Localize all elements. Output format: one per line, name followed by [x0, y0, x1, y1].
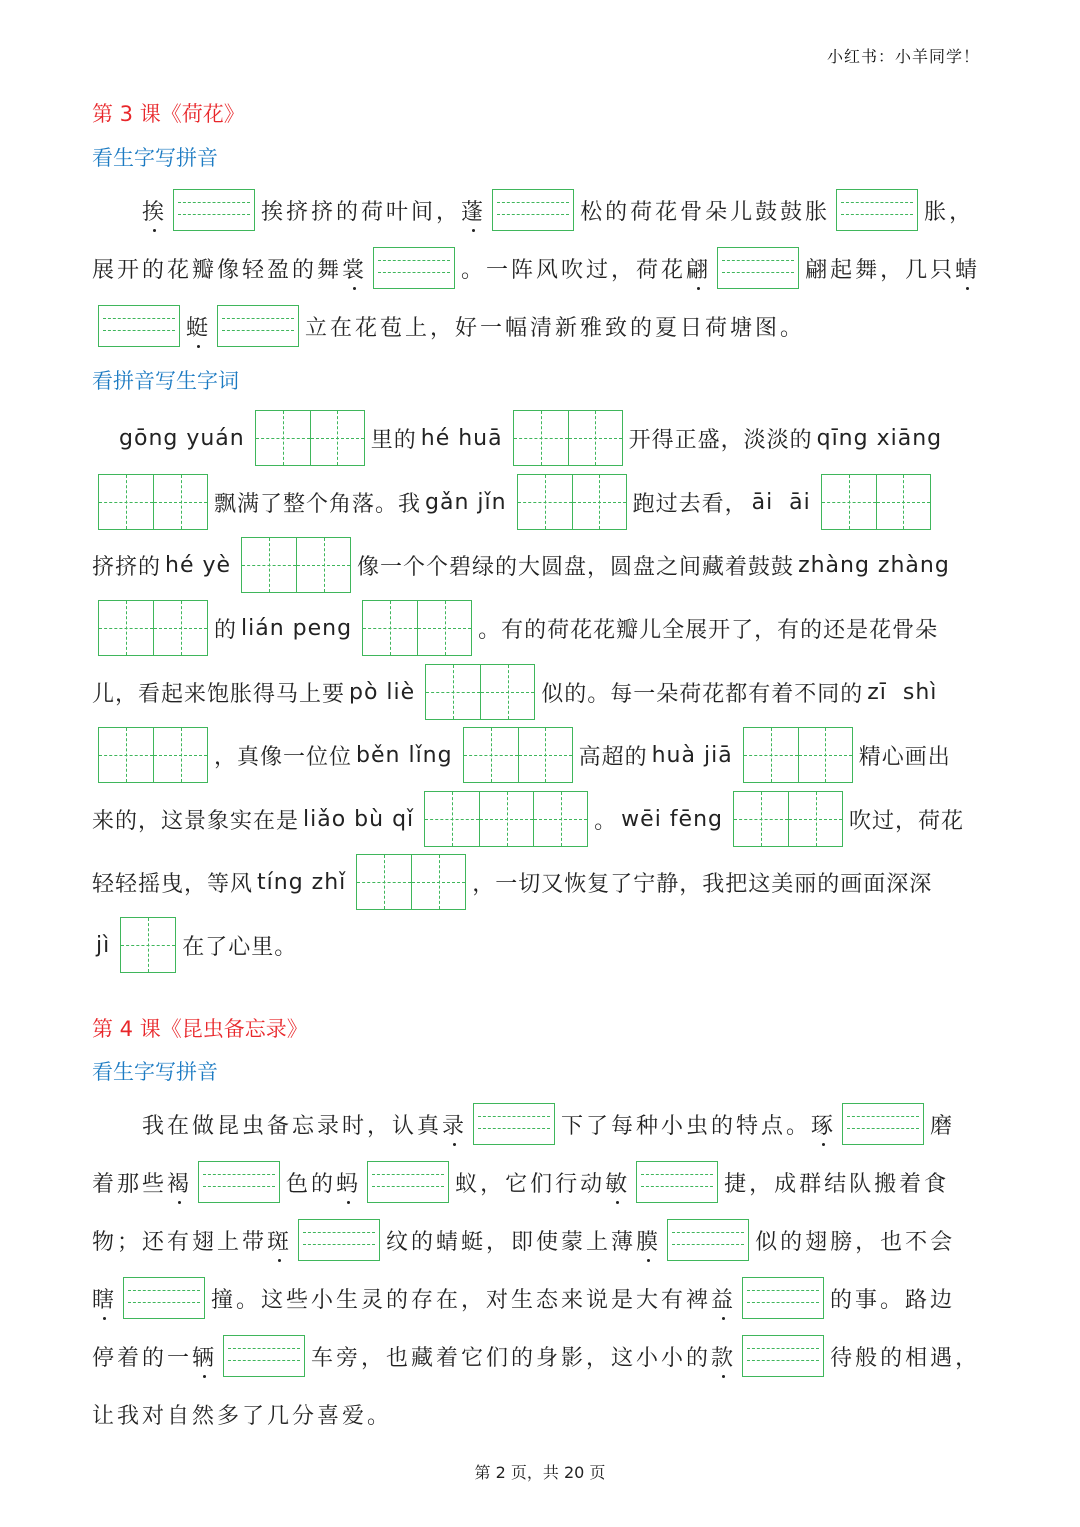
- target-character: 琢: [811, 1109, 836, 1140]
- passage-text: 里的: [370, 427, 417, 453]
- passage-text: 物；还有翅上带: [92, 1229, 268, 1255]
- pinyin-answer-box[interactable]: [367, 1161, 449, 1203]
- tianzige-cell[interactable]: [533, 792, 587, 846]
- passage-text: 下了每种小虫的特点。: [561, 1113, 812, 1139]
- tianzige-cell[interactable]: [876, 475, 930, 529]
- target-character: 益: [711, 1283, 736, 1314]
- pinyin-prompt: wēi fēng: [621, 806, 723, 832]
- passage-text: 挤挤的: [92, 554, 162, 580]
- pinyin-answer-box[interactable]: [217, 305, 299, 347]
- tianzige-cell[interactable]: [822, 475, 876, 529]
- pinyin-prompt: jì: [96, 932, 111, 958]
- pinyin-prompt: liǎo bù qǐ: [303, 806, 415, 832]
- tianzige-answer-grid[interactable]: [362, 600, 472, 656]
- pinyin-prompt: běn lǐng: [356, 742, 453, 768]
- page-footer: 第 2 页，共 20 页: [474, 1463, 606, 1482]
- tianzige-cell[interactable]: [479, 792, 533, 846]
- passage-text: 捷，成群结队搬着食: [724, 1171, 950, 1197]
- target-character: 款: [711, 1341, 736, 1372]
- tianzige-answer-grid[interactable]: [98, 474, 208, 530]
- lesson4-title: 第 4 课《昆虫备忘录》: [92, 1017, 308, 1041]
- tianzige-answer-grid[interactable]: [255, 410, 365, 466]
- tianzige-cell[interactable]: [99, 475, 153, 529]
- target-character: 蓬: [461, 195, 486, 226]
- passage-text: 飘满了整个角落。我: [214, 491, 422, 517]
- tianzige-cell[interactable]: [417, 601, 471, 655]
- l4p1-line: [92, 1268, 955, 1328]
- l3p2-line: [92, 598, 938, 658]
- passage-text: 磨: [930, 1113, 956, 1139]
- pinyin-answer-box[interactable]: [742, 1277, 824, 1319]
- pinyin-prompt: hé huā: [420, 425, 503, 451]
- l4p1-line: [92, 1210, 955, 1270]
- pinyin-answer-box[interactable]: [717, 247, 799, 289]
- tianzige-cell[interactable]: [744, 728, 798, 782]
- tianzige-answer-grid[interactable]: [356, 854, 466, 910]
- l4p1-line: [92, 1384, 392, 1444]
- l4p1-line: [92, 1152, 949, 1212]
- passage-text: 儿，看起来饱胀得马上要: [92, 681, 346, 707]
- l3p2-line: [92, 408, 946, 468]
- passage-text: 色的: [286, 1171, 337, 1197]
- tianzige-answer-grid[interactable]: [425, 664, 535, 720]
- passage-text: ，真像一位位: [214, 744, 353, 770]
- tianzige-cell[interactable]: [363, 601, 417, 655]
- tianzige-cell[interactable]: [572, 475, 626, 529]
- l3p1-line: [92, 238, 980, 298]
- l3p1-line: [92, 296, 805, 356]
- passage-text: 车旁，也藏着它们的身影，这小小的: [311, 1345, 712, 1371]
- pinyin-prompt: gōng yuán: [119, 425, 245, 451]
- tianzige-answer-grid[interactable]: [821, 474, 931, 530]
- pinyin-answer-box[interactable]: [667, 1219, 749, 1261]
- passage-text: 的事。路边: [830, 1287, 956, 1313]
- pinyin-prompt: gǎn jǐn: [425, 489, 507, 515]
- pinyin-prompt: huà jiā: [651, 742, 733, 768]
- passage-text: 蚁，它们行动: [455, 1171, 606, 1197]
- tianzige-cell[interactable]: [518, 728, 572, 782]
- passage-text: 高超的: [578, 744, 648, 770]
- pinyin-prompt: zhàng zhàng: [798, 552, 950, 578]
- passage-text: 我在做昆虫备忘录时，认真: [92, 1113, 443, 1139]
- lesson3-title: 第 3 课《荷花》: [92, 102, 245, 126]
- pinyin-answer-box[interactable]: [123, 1277, 205, 1319]
- pinyin-answer-box[interactable]: [298, 1219, 380, 1261]
- passage-text: 。一阵风吹过，荷花: [461, 257, 687, 283]
- lesson4-section-look-write-pinyin: 看生字写拼音: [92, 1060, 218, 1084]
- l4p1-line: [92, 1094, 955, 1154]
- passage-text: 纹的蜻蜓，即使蒙上薄: [386, 1229, 637, 1255]
- target-character: 录: [442, 1109, 467, 1140]
- target-character: 蜓: [186, 311, 211, 342]
- passage-text: 轻轻摇曳，等风: [92, 871, 254, 897]
- tianzige-cell[interactable]: [256, 411, 310, 465]
- l3p2-line: [92, 662, 941, 722]
- tianzige-cell[interactable]: [242, 538, 296, 592]
- l3p2-line: [92, 852, 932, 912]
- lesson3-section-pinyin-write-words: 看拼音写生字词: [92, 369, 239, 393]
- pinyin-prompt: lián peng: [241, 615, 353, 641]
- passage-text: 。: [594, 808, 618, 834]
- pinyin-answer-box[interactable]: [198, 1161, 280, 1203]
- passage-text: 吹过，荷花: [849, 808, 965, 834]
- target-character: 辆: [192, 1341, 217, 1372]
- l3p2-line: [92, 535, 954, 595]
- l3p2-line: [92, 725, 951, 785]
- passage-text: 的: [214, 617, 238, 643]
- target-character: 膜: [636, 1225, 661, 1256]
- pinyin-prompt: tíng zhǐ: [257, 869, 347, 895]
- passage-text: [92, 423, 115, 454]
- pinyin-prompt: qīng xiāng: [816, 425, 943, 451]
- passage-text: 让我对自然多了几分喜爱。: [92, 1403, 393, 1429]
- tianzige-cell[interactable]: [514, 411, 568, 465]
- tianzige-cell[interactable]: [296, 538, 350, 592]
- passage-text: 胀，: [924, 199, 975, 225]
- l3p2-line: [92, 472, 937, 532]
- target-character: 瞎: [92, 1283, 117, 1314]
- tianzige-answer-grid[interactable]: [463, 727, 573, 783]
- pinyin-prompt: hé yè: [165, 552, 232, 578]
- tianzige-cell[interactable]: [153, 475, 207, 529]
- l4p1-line: [92, 1326, 980, 1386]
- target-character: 褐: [167, 1167, 192, 1198]
- tianzige-cell[interactable]: [464, 728, 518, 782]
- pinyin-answer-box[interactable]: [636, 1161, 718, 1203]
- passage-text: 停着的一: [92, 1345, 193, 1371]
- tianzige-answer-grid[interactable]: [98, 600, 208, 656]
- tianzige-cell[interactable]: [798, 728, 852, 782]
- pinyin-prompt: pò liè: [349, 679, 416, 705]
- watermark: 小红书：小羊同学！: [826, 47, 980, 66]
- passage-text: 着那些: [92, 1171, 168, 1197]
- tianzige-cell[interactable]: [480, 665, 534, 719]
- passage-text: 翩起舞，几只: [805, 257, 956, 283]
- tianzige-cell[interactable]: [734, 792, 788, 846]
- tianzige-answer-grid[interactable]: [424, 791, 588, 847]
- tianzige-cell[interactable]: [310, 411, 364, 465]
- tianzige-cell[interactable]: [99, 728, 153, 782]
- tianzige-cell[interactable]: [788, 792, 842, 846]
- pinyin-prompt: āi āi: [751, 489, 811, 515]
- l3p2-line: [92, 789, 964, 849]
- passage-text: [92, 195, 142, 226]
- passage-text: 松的荷花骨朵儿鼓鼓胀: [580, 199, 831, 225]
- tianzige-cell[interactable]: [121, 918, 175, 972]
- pinyin-answer-box[interactable]: [842, 1103, 924, 1145]
- passage-text: 像一个个碧绿的大圆盘，圆盘之间藏着鼓鼓: [357, 554, 795, 580]
- tianzige-cell[interactable]: [357, 855, 411, 909]
- target-character: 裳: [342, 253, 367, 284]
- passage-text: 展开的花瓣像轻盈的舞: [92, 257, 343, 283]
- passage-text: 精心画出: [858, 744, 951, 770]
- tianzige-cell[interactable]: [426, 665, 480, 719]
- tianzige-cell[interactable]: [99, 601, 153, 655]
- tianzige-answer-grid[interactable]: [743, 727, 853, 783]
- target-character: 挨: [142, 195, 167, 226]
- pinyin-prompt: zī shì: [867, 679, 938, 705]
- passage-text: 开得正盛，淡淡的: [628, 427, 813, 453]
- passage-text: 来的，这景象实在是: [92, 808, 300, 834]
- passage-text: 撞。这些小生灵的存在，对生态来说是大有裨: [211, 1287, 712, 1313]
- passage-text: 挨挤挤的荷叶间，: [261, 199, 462, 225]
- pinyin-answer-box[interactable]: [173, 189, 255, 231]
- passage-text: 在了心里。: [182, 934, 298, 960]
- passage-text: 待般的相遇，: [830, 1345, 981, 1371]
- passage-text: 似的。每一朵荷花都有着不同的: [541, 681, 864, 707]
- pinyin-answer-box[interactable]: [98, 305, 180, 347]
- tianzige-cell[interactable]: [153, 601, 207, 655]
- tianzige-answer-grid[interactable]: [513, 410, 623, 466]
- l3p2-line: [92, 915, 297, 975]
- tianzige-answer-grid[interactable]: [517, 474, 627, 530]
- target-character: 斑: [267, 1225, 292, 1256]
- target-character: 蜻: [955, 253, 980, 284]
- pinyin-answer-box[interactable]: [492, 189, 574, 231]
- tianzige-cell[interactable]: [568, 411, 622, 465]
- passage-text: ，一切又恢复了宁静，我把这美丽的画面深深: [472, 871, 933, 897]
- tianzige-answer-grid[interactable]: [733, 791, 843, 847]
- tianzige-cell[interactable]: [425, 792, 479, 846]
- lesson3-section-look-write-pinyin: 看生字写拼音: [92, 146, 218, 170]
- pinyin-answer-box[interactable]: [373, 247, 455, 289]
- tianzige-cell[interactable]: [518, 475, 572, 529]
- tianzige-cell[interactable]: [411, 855, 465, 909]
- pinyin-answer-box[interactable]: [742, 1335, 824, 1377]
- pinyin-answer-box[interactable]: [473, 1103, 555, 1145]
- pinyin-answer-box[interactable]: [223, 1335, 305, 1377]
- tianzige-cell[interactable]: [153, 728, 207, 782]
- passage-text: 跑过去看，: [632, 491, 748, 517]
- tianzige-answer-grid[interactable]: [241, 537, 351, 593]
- tianzige-answer-grid[interactable]: [120, 917, 176, 973]
- passage-text: 立在花苞上，好一幅清新雅致的夏日荷塘图。: [305, 315, 806, 341]
- target-character: 敏: [605, 1167, 630, 1198]
- l3p1-line: [92, 180, 974, 240]
- pinyin-answer-box[interactable]: [836, 189, 918, 231]
- passage-text: 。有的荷花花瓣儿全展开了，有的还是花骨朵: [478, 617, 939, 643]
- target-character: 蚂: [336, 1167, 361, 1198]
- target-character: 翩: [686, 253, 711, 284]
- passage-text: 似的翅膀，也不会: [755, 1229, 956, 1255]
- tianzige-answer-grid[interactable]: [98, 727, 208, 783]
